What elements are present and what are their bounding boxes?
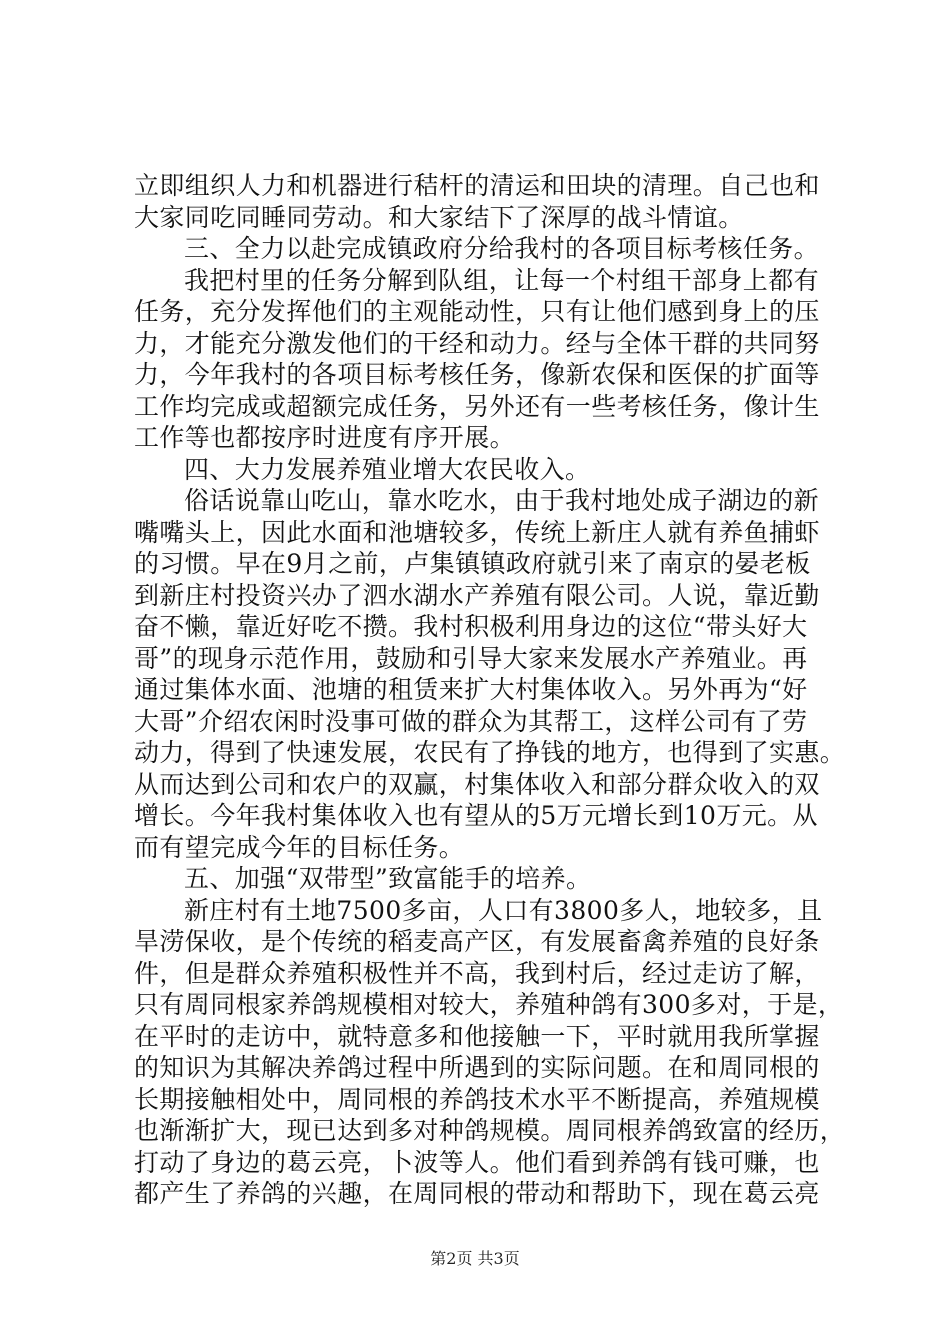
text-line: 工作等也都按序时进度有序开展。 (134, 423, 516, 452)
text-line: 我把村里的任务分解到队组，让每一个村组干部身上都有 (184, 265, 820, 295)
text-line: 长期接触相处中，周同根的养鸽技术水平不断提高，养殖规模 (134, 1084, 820, 1114)
text-line: 只有周同根家养鸽规模相对较大，养殖种鸽有300多对，于是， (134, 990, 844, 1019)
text-line: 在平时的走访中，就特意多和他接触一下，平时就用我所掌握 (134, 1021, 820, 1051)
text-line: 通过集体水面、池塘的租赁来扩大村集体收入。另外再为“好 (134, 675, 808, 704)
text-line: 旱涝保收，是个传统的稻麦高产区，有发展畜禽养殖的良好条 (134, 927, 820, 956)
text-line: 从而达到公司和农户的双赢，村集体收入和部分群众收入的双 (134, 769, 820, 799)
text-line: 大家同吃同睡同劳动。和大家结下了深厚的战斗情谊。 (134, 202, 744, 232)
text-line: 立即组织人力和机器进行秸杆的清运和田块的清理。自己也和 (134, 171, 820, 200)
text-line: 也渐渐扩大，现已达到多对种鸽规模。周同根养鸽致富的经历， (134, 1116, 846, 1145)
text-line: 哥”的现身示范作用，鼓励和引导大家来发展水产养殖业。再 (134, 643, 808, 673)
text-line: 到新庄村投资兴办了泗水湖水产养殖有限公司。人说，靠近勤 (134, 580, 820, 610)
text-line: 工作均完成或超额完成任务，另外还有一些考核任务，像计生 (134, 391, 820, 421)
text-line: 任务，充分发挥他们的主观能动性，只有让他们感到身上的压 (134, 297, 820, 326)
section-heading: 四、大力发展养殖业增大农民收入。 (184, 454, 591, 484)
text-line: 大哥”介绍农闲时没事可做的群众为其帮工，这样公司有了劳 (134, 706, 808, 736)
text-line: 而有望完成今年的目标任务。 (134, 832, 465, 862)
text-line: 打动了身边的葛云亮，卜波等人。他们看到养鸽有钱可赚，也 (134, 1147, 820, 1177)
page-number-footer: 第2页 共3页 (430, 1249, 520, 1268)
text-line: 力，才能充分激发他们的干经和动力。经与全体干群的共同努 (134, 328, 820, 358)
text-line: 俗话说靠山吃山，靠水吃水，由于我村地处成子湖边的新 (184, 486, 820, 515)
text-line: 增长。今年我村集体收入也有望从的5万元增长到10万元。从 (134, 801, 818, 830)
text-line: 新庄村有土地7500多亩，人口有3800多人，地较多，且 (184, 895, 823, 925)
text-line: 力，今年我村的各项目标考核任务，像新农保和医保的扩面等 (134, 360, 820, 389)
section-heading: 三、全力以赴完成镇政府分给我村的各项目标考核任务。 (184, 234, 820, 263)
text-line: 动力，得到了快速发展，农民有了挣钱的地方，也得到了实惠。 (134, 738, 846, 767)
text-line: 件，但是群众养殖积极性并不高，我到村后，经过走访了解， (134, 958, 820, 988)
text-line: 奋不懒，靠近好吃不攒。我村积极利用身边的这位“带头好大 (134, 612, 808, 641)
body-text (134, 170, 846, 1210)
text-line: 嘴嘴头上，因此水面和池塘较多，传统上新庄人就有养鱼捕虾 (134, 517, 820, 547)
text-line: 的知识为其解决养鸽过程中所遇到的实际问题。在和周同根的 (134, 1053, 820, 1082)
text-line: 都产生了养鸽的兴趣，在周同根的带动和帮助下，现在葛云亮 (134, 1179, 820, 1208)
text-line: 的习惯。早在9月之前，卢集镇镇政府就引来了南京的晏老板 (134, 549, 811, 578)
section-heading: 五、加强“双带型”致富能手的培养。 (184, 864, 592, 893)
